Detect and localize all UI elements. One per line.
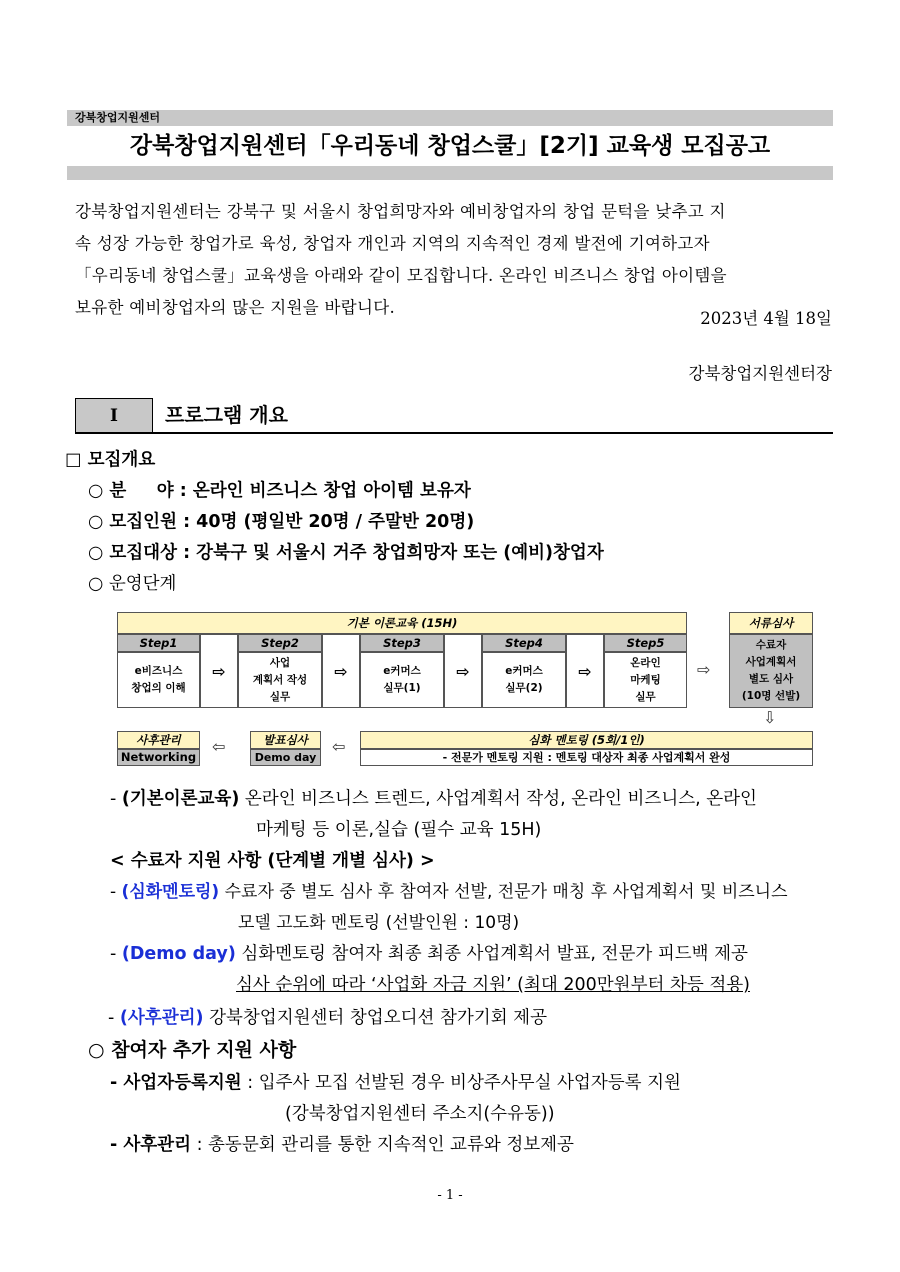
dash: - — [108, 1008, 120, 1028]
step4-line: e커머스 — [505, 665, 543, 677]
recruit-field: ○ 분 야 : 온라인 비즈니스 창업 아이템 보유자 — [88, 481, 471, 501]
basic-edu-text2: 마케팅 등 이론,실습 (필수 교육 15H) — [256, 820, 542, 840]
presentation-header: 발표심사 — [250, 731, 321, 749]
review-line: 수료자 — [755, 639, 787, 651]
step5-header: Step5 — [604, 634, 687, 652]
recruit-target: ○ 모집대상 : 강북구 및 서울시 거주 창업희망자 또는 (예비)창업자 — [88, 543, 604, 563]
section-number: I — [75, 398, 153, 434]
arrow-left-icon: ⇦ — [212, 737, 226, 756]
step4-header: Step4 — [482, 634, 566, 652]
step5-line: 마케팅 — [630, 673, 661, 686]
page-title: 강북창업지원센터「우리동네 창업스쿨」[2기] 교육생 모집공고 — [129, 133, 771, 159]
arrow-down-icon: ⇩ — [763, 708, 777, 727]
review-line: 별도 심사 — [748, 673, 794, 685]
basic-edu-line — [110, 785, 757, 813]
step2-body — [238, 652, 322, 708]
mentor-label: (심화멘토링) — [121, 882, 220, 902]
step1-line: e비즈니스 — [134, 665, 183, 677]
step5-line: 실무 — [635, 690, 656, 703]
arrow-right-icon: ⇨ — [322, 634, 360, 708]
extra-reg-text: : 입주사 모집 선발된 경우 비상주사무실 사업자등록 지원 — [247, 1073, 681, 1093]
mentor-text: 수료자 중 별도 심사 후 참여자 선발, 전문가 매칭 후 사업계획서 및 비즈니스 — [224, 882, 788, 902]
step1-body — [117, 652, 200, 708]
recruit-count: ○ 모집인원 : 40명 (평일반 20명 / 주말반 20명) — [88, 512, 475, 532]
basic-education-header: 기본 이론교육 (15H) — [117, 612, 687, 634]
extra-heading: ○ 참여자 추가 지원 사항 — [88, 1039, 297, 1061]
dash: - — [110, 944, 122, 964]
section-title: 프로그램 개요 — [165, 403, 288, 427]
basic-edu-label: (기본이론교육) — [121, 789, 240, 809]
arrow-right-icon: ⇨ — [200, 634, 238, 708]
step1-header: Step1 — [117, 634, 200, 652]
step2-line: 사업 — [269, 656, 291, 669]
extra-reg-text2: (강북창업지원센터 주소지(수유동)) — [285, 1104, 555, 1124]
page-number: - 1 - — [437, 1188, 463, 1203]
arrow-left-icon: ⇦ — [332, 737, 346, 756]
extra-after-label: - 사후관리 — [110, 1135, 191, 1155]
arrow-right-icon: ⇨ — [444, 634, 482, 708]
after-text: 강북창업지원센터 창업오디션 참가기회 제공 — [209, 1008, 547, 1028]
step2-line: 계획서 작성 — [252, 673, 308, 686]
header-top-bar — [67, 110, 833, 126]
step5-body — [604, 652, 687, 708]
mentor-text2: 모델 고도화 멘토링 (선발인원 : 10명) — [238, 913, 520, 933]
extra-after-text: : 총동문회 관리를 통한 지속적인 교류와 정보제공 — [196, 1135, 574, 1155]
intro-line: 속 성장 가능한 창업가로 육성, 창업자 개인과 지역의 지속적인 경제 발전에 기여하고자 — [75, 234, 710, 253]
demo-text: 심화멘토링 참여자 최종 최종 사업계획서 발표, 전문가 피드백 제공 — [241, 944, 748, 964]
step3-line: e커머스 — [383, 665, 421, 677]
review-line: (10명 선발) — [741, 690, 801, 702]
recruit-heading: □ 모집개요 — [65, 450, 156, 470]
intro-line: 「우리동네 창업스쿨」교육생을 아래와 같이 모집합니다. 온라인 비즈니스 창업 아이템을 — [75, 266, 727, 285]
demo-line — [110, 940, 748, 968]
step4-line: 실무(2) — [505, 682, 543, 694]
arrow-right-icon: ⇨ — [566, 634, 604, 708]
step2-line: 실무 — [269, 690, 291, 703]
basic-edu-text: 온라인 비즈니스 트렌드, 사업계획서 작성, 온라인 비즈니스, 온라인 — [244, 789, 757, 809]
step1-line: 창업의 이해 — [131, 682, 186, 694]
extra-reg-label: - 사업자등록지원 — [110, 1073, 242, 1093]
step3-header: Step3 — [360, 634, 444, 652]
extra-reg-line — [110, 1069, 681, 1097]
step2-header: Step2 — [238, 634, 322, 652]
mentoring-body: - 전문가 멘토링 지원 : 멘토링 대상자 최종 사업계획서 완성 — [360, 749, 813, 766]
recruit-stages: ○ 운영단계 — [88, 574, 177, 594]
intro-line: 강북창업지원센터는 강북구 및 서울시 창업희망자와 예비창업자의 창업 문턱을 낮추고 지 — [75, 202, 726, 221]
step3-body — [360, 652, 444, 708]
intro-line: 보유한 예비창업자의 많은 지원을 바랍니다. — [75, 298, 396, 317]
announce-date: 2023년 4월 18일 — [700, 309, 832, 328]
section-divider — [75, 432, 833, 434]
mentoring-header: 심화 멘토링 (5회/1인) — [360, 731, 813, 749]
review-line: 사업계획서 — [745, 656, 797, 668]
after-label: (사후관리) — [119, 1008, 204, 1028]
header-bottom-bar — [67, 166, 833, 180]
arrow-right-icon: ⇨ — [697, 660, 711, 679]
mentor-line — [110, 878, 788, 906]
demo-label: (Demo day) — [121, 944, 236, 964]
after-care-body: Networking — [117, 749, 200, 766]
step5-line: 온라인 — [630, 656, 661, 669]
review-header: 서류심사 — [729, 612, 813, 634]
step4-body — [482, 652, 566, 708]
step3-line: 실무(1) — [383, 682, 421, 694]
org-small-label: 강북창업지원센터 — [75, 111, 161, 124]
support-heading: < 수료자 지원 사항 (단계별 개별 심사) > — [110, 851, 435, 871]
demo-text2: 심사 순위에 따라 ‘사업화 자금 지원’ (최대 200만원부터 차등 적용) — [236, 975, 750, 995]
after-care-header: 사후관리 — [117, 731, 200, 749]
extra-after-line — [110, 1131, 574, 1159]
presentation-body: Demo day — [250, 749, 321, 766]
dash: - — [110, 882, 122, 902]
review-body — [729, 634, 813, 708]
signature: 강북창업지원센터장 — [688, 364, 832, 383]
dash: - — [110, 789, 122, 809]
after-line — [108, 1004, 547, 1032]
